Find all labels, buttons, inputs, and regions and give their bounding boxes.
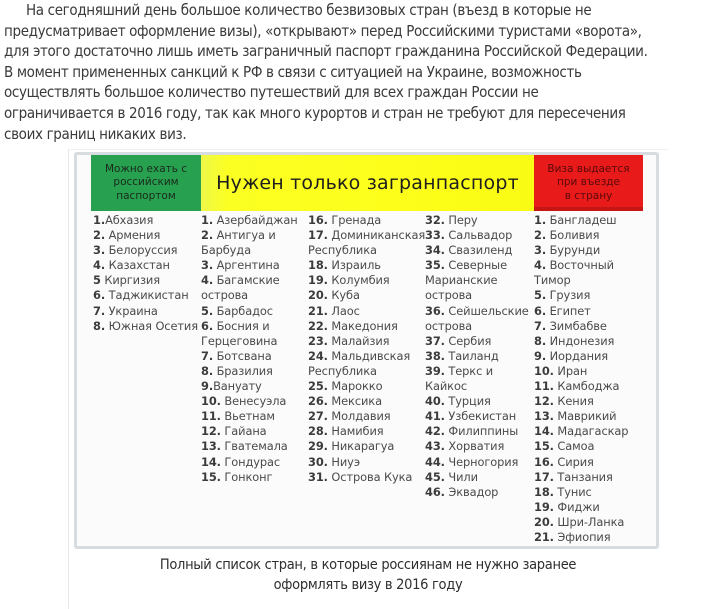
- item-number: 19.: [534, 499, 554, 514]
- country-name: Маврикий: [553, 409, 617, 424]
- country-list-item: [534, 334, 628, 349]
- header-russian-passport: [91, 155, 201, 211]
- country-list-item: [201, 304, 298, 319]
- item-number: 5.: [201, 303, 214, 318]
- item-number: 9.: [201, 379, 214, 394]
- item-number: 46.: [425, 484, 445, 499]
- country-name: Танзания: [553, 469, 613, 484]
- country-name: острова: [425, 318, 473, 333]
- country-name: Эквадор: [444, 484, 499, 499]
- country-column-visa-on-arrival: [534, 213, 628, 545]
- country-name: Колумбия: [327, 273, 390, 288]
- country-list-item: [534, 515, 628, 530]
- country-list-item: [425, 485, 529, 500]
- country-name: Республика: [308, 363, 377, 378]
- country-name: Фиджи: [553, 499, 600, 514]
- item-number: 31.: [308, 469, 328, 484]
- country-name: Босния и: [213, 318, 270, 333]
- header-line: Виза выдается: [547, 162, 630, 175]
- country-list-item: [425, 439, 529, 454]
- header-visa-on-arrival: [534, 155, 643, 211]
- country-name: Гонконг: [220, 469, 273, 484]
- article-intro: [4, 0, 725, 144]
- item-number: 1.: [93, 213, 106, 227]
- item-number: 26.: [308, 394, 328, 409]
- country-name: Барбадос: [213, 303, 273, 318]
- country-list-item: [534, 228, 628, 243]
- item-number: 2.: [93, 228, 106, 243]
- country-name: Доминиканская: [327, 228, 426, 243]
- item-number: 8.: [93, 318, 106, 333]
- item-number: 19.: [308, 273, 328, 288]
- country-list-item: [534, 213, 628, 228]
- country-list-item: [93, 213, 198, 228]
- country-name: Багамские: [213, 273, 280, 288]
- item-number: 12.: [534, 394, 554, 409]
- country-list-item: [425, 304, 529, 319]
- country-list-item: [201, 213, 298, 228]
- country-list-item: [201, 288, 298, 303]
- country-name: Никарагуа: [327, 439, 395, 454]
- country-list-item: [534, 455, 628, 470]
- country-name: Украина: [105, 303, 158, 318]
- country-name: Сербия: [444, 333, 492, 348]
- country-list-item: [534, 470, 628, 485]
- country-list-item: [201, 439, 298, 454]
- country-name: Израиль: [327, 258, 381, 273]
- country-name: Восточный: [546, 258, 614, 273]
- country-list-item: [308, 470, 425, 485]
- item-number: 7.: [201, 348, 214, 363]
- item-number: 2.: [201, 228, 214, 243]
- item-number: 7.: [93, 303, 106, 318]
- item-number: 39.: [425, 363, 445, 378]
- country-list-item: [425, 334, 529, 349]
- country-name: Кайкос: [425, 379, 467, 394]
- item-number: 15.: [534, 439, 554, 454]
- country-name: Гайана: [220, 424, 267, 439]
- country-name: Камбоджа: [553, 379, 620, 394]
- country-list-item: [201, 273, 298, 288]
- country-list-item: [534, 273, 628, 288]
- country-name: Вьетнам: [220, 409, 275, 424]
- item-number: 27.: [308, 409, 328, 424]
- country-list-item: [534, 394, 628, 409]
- country-name: Македония: [327, 318, 398, 333]
- country-list-item: [308, 334, 425, 349]
- country-list-item: [534, 364, 628, 379]
- country-name: Мексика: [327, 394, 382, 409]
- country-name: Зимбабве: [546, 318, 607, 333]
- item-number: 7.: [534, 318, 547, 333]
- country-list-item: [425, 349, 529, 364]
- item-number: 17.: [308, 228, 328, 243]
- image-caption: [68, 555, 668, 595]
- country-list-item: [308, 304, 425, 319]
- country-list-item: [201, 364, 298, 379]
- item-number: 36.: [425, 303, 445, 318]
- country-name: Мальдивская: [327, 348, 411, 363]
- country-name: Барбуда: [201, 243, 251, 258]
- country-name: Венесуэла: [220, 394, 287, 409]
- country-list-item: [201, 319, 298, 334]
- country-name: Хорватия: [444, 439, 505, 454]
- country-name: Филиппины: [444, 424, 519, 439]
- country-name: Малайзия: [327, 333, 390, 348]
- country-name: острова: [201, 288, 249, 303]
- item-number: 10.: [201, 394, 221, 409]
- item-number: 21.: [534, 529, 554, 544]
- country-list-item: [534, 288, 628, 303]
- country-list-item: [93, 228, 198, 243]
- country-name: Узбекистан: [444, 409, 517, 424]
- item-number: 16.: [534, 454, 554, 469]
- item-number: 4.: [201, 273, 214, 288]
- item-number: 12.: [201, 424, 221, 439]
- country-list-item: [308, 273, 425, 288]
- country-name: Северные: [444, 258, 507, 273]
- country-name: Самоа: [553, 439, 595, 454]
- country-column-passport-only-1: [201, 213, 298, 485]
- country-list-item: [201, 455, 298, 470]
- country-name: Турция: [444, 394, 491, 409]
- country-list-item: [534, 500, 628, 515]
- item-number: 13.: [534, 409, 554, 424]
- country-name: Киргизия: [100, 273, 160, 288]
- item-number: 43.: [425, 439, 445, 454]
- item-number: 23.: [308, 333, 328, 348]
- item-number: 22.: [308, 318, 328, 333]
- country-list-item: [308, 394, 425, 409]
- item-number: 2.: [534, 228, 547, 243]
- country-list-item: [93, 273, 198, 288]
- country-name: Ботсвана: [213, 348, 272, 363]
- caption-line: Полный список стран, в которые россиянам не нужно заранее: [159, 557, 577, 573]
- country-list-item: [93, 258, 198, 273]
- country-name: Острова Кука: [327, 469, 413, 484]
- item-number: 14.: [201, 454, 221, 469]
- country-list-item: [534, 379, 628, 394]
- item-number: 32.: [425, 213, 445, 227]
- header-line: российским: [113, 176, 179, 189]
- country-name: Бразилия: [213, 363, 273, 378]
- item-number: 8.: [201, 363, 214, 378]
- country-name: Эфиопия: [553, 529, 611, 544]
- country-name: Таджикистан: [105, 288, 189, 303]
- country-name: Черногория: [444, 454, 519, 469]
- item-number: 4.: [93, 258, 106, 273]
- country-list-item: [425, 364, 529, 379]
- country-list-item: [308, 213, 425, 228]
- country-name: Египет: [546, 303, 591, 318]
- country-list-item: [534, 530, 628, 545]
- country-name: Гренада: [327, 213, 382, 227]
- country-name: Тунис: [553, 484, 592, 499]
- country-list-item: [201, 243, 298, 258]
- country-list-item: [308, 349, 425, 364]
- country-list-item: [425, 288, 529, 303]
- item-number: 18.: [308, 258, 328, 273]
- header-line: Можно ехать с: [104, 162, 188, 175]
- country-list-item: [534, 409, 628, 424]
- country-name: Куба: [327, 288, 360, 303]
- country-name: Шри-Ланка: [553, 514, 625, 529]
- country-name: Таиланд: [444, 348, 499, 363]
- country-list-item: [534, 439, 628, 454]
- item-number: 8.: [534, 333, 547, 348]
- country-list-item: [534, 258, 628, 273]
- intro-line-text: На сегодняшний день большое количество безвизовых стран (въезд в которые не: [26, 1, 592, 19]
- item-number: 1.: [534, 213, 547, 227]
- country-list-item: [201, 409, 298, 424]
- intro-line: осуществлять большое количество путешествий для всех граждан России не: [4, 83, 539, 102]
- country-list-item: [425, 394, 529, 409]
- country-list-item: [425, 470, 529, 485]
- item-number: 11.: [201, 409, 221, 424]
- item-number: 3.: [201, 258, 214, 273]
- item-number: 10.: [534, 363, 554, 378]
- country-name: Тимор: [534, 273, 571, 288]
- country-column-russian-passport: [93, 213, 198, 334]
- country-name: Марокко: [327, 379, 383, 394]
- country-list-item: [534, 243, 628, 258]
- intro-line: для этого достаточно лишь иметь заграничный паспорт гражданина Российской Федерации.: [4, 42, 648, 61]
- country-list-item: [93, 319, 198, 334]
- country-name: Республика: [308, 243, 377, 258]
- country-list-item: [93, 243, 198, 258]
- intro-line: В момент примененных санкций к РФ в связи с ситуацией на Украине, возможность: [4, 62, 582, 81]
- item-number: 20.: [534, 514, 554, 529]
- country-list-item: [201, 379, 298, 394]
- item-number: 9.: [534, 348, 547, 363]
- country-name: Свазиленд: [444, 243, 513, 258]
- item-number: 40.: [425, 394, 445, 409]
- item-number: 16.: [308, 213, 328, 227]
- country-name: Бурунди: [546, 243, 601, 258]
- country-name: Чили: [444, 469, 478, 484]
- intro-line: своих границ никаких виз.: [4, 124, 187, 143]
- item-number: 18.: [534, 484, 554, 499]
- intro-line: ограничивается в 2016 году, так как много курортов и стран не требуют для пересечения: [4, 103, 626, 122]
- country-name: Сальвадор: [444, 228, 513, 243]
- item-number: 44.: [425, 454, 445, 469]
- header-title: Нужен только загранпаспорт: [216, 172, 519, 194]
- country-list-item: [308, 379, 425, 394]
- country-name: Перу: [444, 213, 478, 227]
- country-list-item: [201, 470, 298, 485]
- item-number: 24.: [308, 348, 328, 363]
- item-number: 5: [93, 273, 101, 288]
- country-name: Молдавия: [327, 409, 391, 424]
- country-name: Казахстан: [105, 258, 170, 273]
- country-name: Иордания: [546, 348, 609, 363]
- country-list-item: [201, 334, 298, 349]
- country-list-item: [534, 424, 628, 439]
- item-number: 5.: [534, 288, 547, 303]
- item-number: 3.: [534, 243, 547, 258]
- item-number: 25.: [308, 379, 328, 394]
- country-name: Гватемала: [220, 439, 288, 454]
- country-name: Абхазия: [105, 213, 154, 227]
- country-list-item: [308, 228, 425, 243]
- item-number: 34.: [425, 243, 445, 258]
- item-number: 37.: [425, 333, 445, 348]
- country-list-item: [534, 304, 628, 319]
- item-number: 28.: [308, 424, 328, 439]
- country-list-item: [308, 288, 425, 303]
- country-name: Индонезия: [546, 333, 615, 348]
- country-column-passport-only-2: [308, 213, 425, 485]
- country-list-item: [534, 349, 628, 364]
- country-list-item: [425, 455, 529, 470]
- country-name: Марианские: [425, 273, 498, 288]
- item-number: 45.: [425, 469, 445, 484]
- country-list-item: [201, 349, 298, 364]
- country-list-item: [308, 455, 425, 470]
- country-name: Антигуа и: [213, 228, 276, 243]
- item-number: 41.: [425, 409, 445, 424]
- intro-line: [4, 0, 725, 21]
- country-list-item: [425, 258, 529, 273]
- intro-line: предусматривает оформление визы), «открывают» перед Российскими туристами «ворота»,: [4, 21, 642, 40]
- country-name: Сирия: [553, 454, 594, 469]
- item-number: 6.: [93, 288, 106, 303]
- country-name: Намибия: [327, 424, 384, 439]
- country-list-item: [201, 258, 298, 273]
- country-list-item: [425, 273, 529, 288]
- item-number: 14.: [534, 424, 554, 439]
- item-number: 30.: [308, 454, 328, 469]
- country-list-item: [425, 409, 529, 424]
- item-number: 21.: [308, 303, 328, 318]
- country-name: Армения: [105, 228, 161, 243]
- country-name: Южная Осетия: [105, 318, 198, 333]
- item-number: 38.: [425, 348, 445, 363]
- country-list-item: [308, 319, 425, 334]
- country-list-item: [425, 228, 529, 243]
- item-number: 4.: [534, 258, 547, 273]
- header-line: при въезде: [556, 176, 621, 189]
- country-list-item: [425, 319, 529, 334]
- item-number: 33.: [425, 228, 445, 243]
- item-number: 1.: [201, 213, 214, 227]
- country-name: Мадагаскар: [553, 424, 629, 439]
- caption-line: оформлять визу в 2016 году: [273, 577, 463, 593]
- country-list-item: [534, 319, 628, 334]
- country-name: Боливия: [546, 228, 600, 243]
- country-name: Гондурас: [220, 454, 281, 469]
- country-list-item: [201, 228, 298, 243]
- country-list-item: [534, 485, 628, 500]
- country-list-item: [308, 243, 425, 258]
- header-line: в страну: [564, 189, 613, 202]
- country-name: Белоруссия: [105, 243, 178, 258]
- country-list-item: [308, 439, 425, 454]
- country-list-item: [425, 213, 529, 228]
- country-list-item: [308, 258, 425, 273]
- country-name: Кения: [553, 394, 594, 409]
- country-name: Сейшельские: [444, 303, 529, 318]
- header-line: паспортом: [116, 189, 176, 202]
- item-number: 3.: [93, 243, 106, 258]
- country-name: Герцеговина: [201, 333, 278, 348]
- item-number: 15.: [201, 469, 221, 484]
- country-list-item: [308, 364, 425, 379]
- country-list-item: [93, 288, 198, 303]
- country-name: Ниуэ: [327, 454, 360, 469]
- item-number: 29.: [308, 439, 328, 454]
- country-list-item: [201, 424, 298, 439]
- country-list-item: [201, 394, 298, 409]
- country-list-item: [425, 379, 529, 394]
- country-column-passport-only-3: [425, 213, 529, 500]
- country-list-item: [93, 304, 198, 319]
- header-passport-only: [201, 155, 534, 211]
- country-name: Бангладеш: [546, 213, 617, 227]
- country-name: Вануату: [213, 379, 262, 394]
- country-list-item: [308, 424, 425, 439]
- country-list-item: [425, 243, 529, 258]
- item-number: 11.: [534, 379, 554, 394]
- country-name: Лаос: [327, 303, 360, 318]
- country-name: Грузия: [546, 288, 591, 303]
- item-number: 6.: [534, 303, 547, 318]
- country-list-item: [308, 409, 425, 424]
- item-number: 42.: [425, 424, 445, 439]
- item-number: 17.: [534, 469, 554, 484]
- item-number: 6.: [201, 318, 214, 333]
- country-name: острова: [425, 288, 473, 303]
- country-name: Иран: [553, 363, 588, 378]
- item-number: 20.: [308, 288, 328, 303]
- country-name: Азербайджан: [213, 213, 298, 227]
- country-name: Аргентина: [213, 258, 280, 273]
- item-number: 13.: [201, 439, 221, 454]
- country-name: Теркс и: [444, 363, 494, 378]
- visa-free-infographic: [74, 152, 659, 549]
- item-number: 35.: [425, 258, 445, 273]
- country-list-item: [425, 424, 529, 439]
